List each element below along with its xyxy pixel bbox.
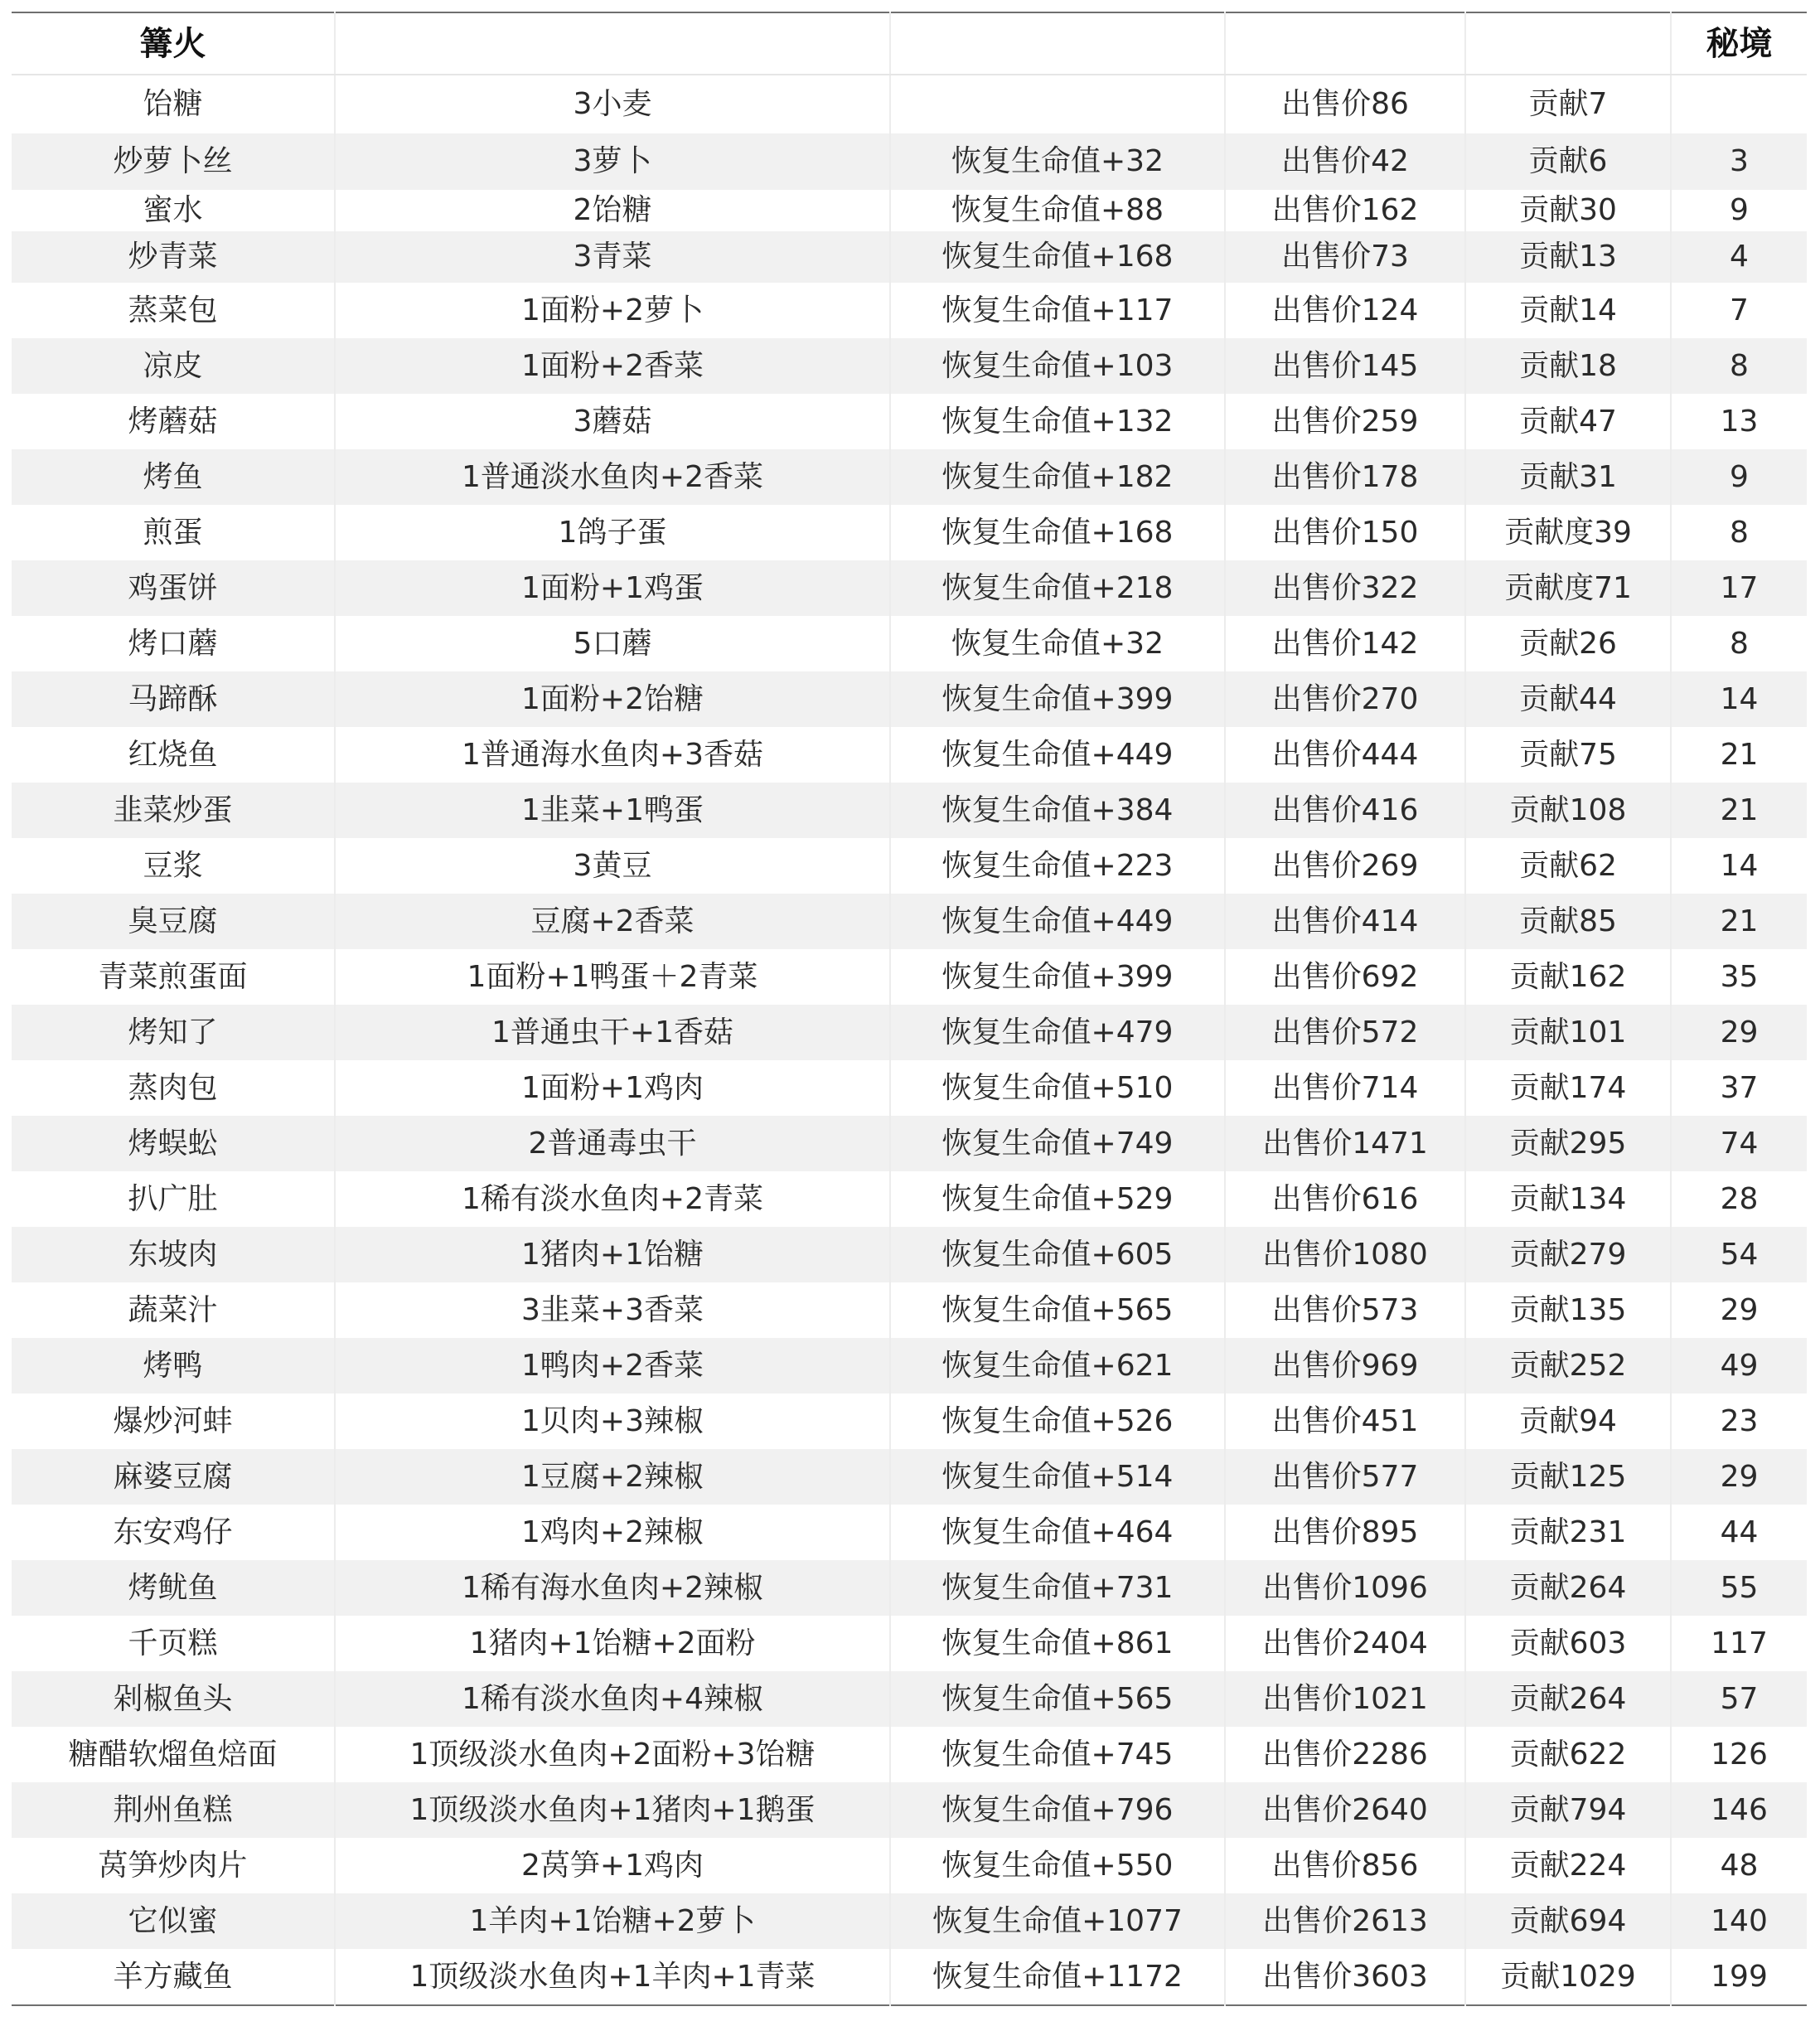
- price-cell: 出售价451: [1225, 1393, 1465, 1449]
- heal-cell: 恢复生命值+399: [890, 949, 1225, 1005]
- recipe-cell: 1顶级淡水鱼肉+1羊肉+1青菜: [335, 1949, 890, 2005]
- secret-realm-cell: 29: [1671, 1282, 1807, 1338]
- table-row: [12, 894, 1807, 949]
- table-row: [12, 449, 1807, 505]
- contribution-cell: 贡献264: [1465, 1671, 1671, 1727]
- heal-cell: 恢复生命值+1172: [890, 1949, 1225, 2005]
- contribution-cell: 贡献1029: [1465, 1949, 1671, 2005]
- price-cell: 出售价416: [1225, 783, 1465, 838]
- table-row: [12, 394, 1807, 449]
- heal-cell: 恢复生命值+605: [890, 1227, 1225, 1282]
- dish-name-cell: 烤蜈蚣: [12, 1116, 335, 1171]
- contribution-cell: 贡献13: [1465, 231, 1671, 283]
- contribution-cell: 贡献62: [1465, 838, 1671, 894]
- table-row: [12, 1282, 1807, 1338]
- contribution-cell: 贡献162: [1465, 949, 1671, 1005]
- price-cell: 出售价1021: [1225, 1671, 1465, 1727]
- dish-name-cell: 蒸菜包: [12, 283, 335, 338]
- price-cell: 出售价856: [1225, 1838, 1465, 1893]
- secret-realm-cell: 117: [1671, 1616, 1807, 1671]
- price-cell: 出售价322: [1225, 560, 1465, 616]
- dish-name-cell: 麻婆豆腐: [12, 1449, 335, 1505]
- contribution-cell: 贡献134: [1465, 1171, 1671, 1227]
- heal-cell: 恢复生命值+449: [890, 894, 1225, 949]
- heal-cell: 恢复生命值+479: [890, 1005, 1225, 1060]
- price-cell: 出售价969: [1225, 1338, 1465, 1393]
- dish-name-cell: 东坡肉: [12, 1227, 335, 1282]
- price-cell: 出售价572: [1225, 1005, 1465, 1060]
- recipe-cell: 3韭菜+3香菜: [335, 1282, 890, 1338]
- secret-realm-cell: 13: [1671, 394, 1807, 449]
- contribution-cell: 贡献108: [1465, 783, 1671, 838]
- contribution-cell: 贡献224: [1465, 1838, 1671, 1893]
- header-row: [12, 12, 1807, 75]
- dish-name-cell: 烤鱼: [12, 449, 335, 505]
- dish-name-cell: 羊方藏鱼: [12, 1949, 335, 2005]
- dish-name-cell: 莴笋炒肉片: [12, 1838, 335, 1893]
- recipe-cell: 3蘑菇: [335, 394, 890, 449]
- price-cell: 出售价162: [1225, 190, 1465, 231]
- recipe-cell: 1普通淡水鱼肉+2香菜: [335, 449, 890, 505]
- table-row: [12, 1616, 1807, 1671]
- price-cell: 出售价269: [1225, 838, 1465, 894]
- heal-cell: 恢复生命值+529: [890, 1171, 1225, 1227]
- secret-realm-cell: 49: [1671, 1338, 1807, 1393]
- contribution-cell: 贡献125: [1465, 1449, 1671, 1505]
- price-cell: 出售价145: [1225, 338, 1465, 394]
- price-cell: 出售价1471: [1225, 1116, 1465, 1171]
- heal-cell: 恢复生命值+88: [890, 190, 1225, 231]
- dish-name-cell: 千页糕: [12, 1616, 335, 1671]
- heal-cell: 恢复生命值+526: [890, 1393, 1225, 1449]
- heal-cell: 恢复生命值+168: [890, 505, 1225, 560]
- heal-cell: 恢复生命值+749: [890, 1116, 1225, 1171]
- secret-realm-cell: 74: [1671, 1116, 1807, 1171]
- heal-cell: 恢复生命值+565: [890, 1671, 1225, 1727]
- recipe-cell: 1豆腐+2辣椒: [335, 1449, 890, 1505]
- contribution-cell: 贡献295: [1465, 1116, 1671, 1171]
- contribution-cell: 贡献26: [1465, 616, 1671, 671]
- recipe-cell: 1稀有淡水鱼肉+2青菜: [335, 1171, 890, 1227]
- contribution-cell: 贡献252: [1465, 1338, 1671, 1393]
- dish-name-cell: 凉皮: [12, 338, 335, 394]
- heal-cell: 恢复生命值+132: [890, 394, 1225, 449]
- heal-cell: 恢复生命值+168: [890, 231, 1225, 283]
- recipe-cell: 1顶级淡水鱼肉+2面粉+3饴糖: [335, 1727, 890, 1782]
- secret-realm-cell: 199: [1671, 1949, 1807, 2005]
- contribution-cell: 贡献279: [1465, 1227, 1671, 1282]
- price-cell: 出售价714: [1225, 1060, 1465, 1116]
- secret-realm-cell: 8: [1671, 505, 1807, 560]
- table-row: [12, 783, 1807, 838]
- secret-realm-cell: 126: [1671, 1727, 1807, 1782]
- secret-realm-cell: 57: [1671, 1671, 1807, 1727]
- recipe-cell: 3萝卜: [335, 133, 890, 190]
- dish-name-cell: 荆州鱼糕: [12, 1782, 335, 1838]
- heal-cell: 恢复生命值+731: [890, 1560, 1225, 1616]
- price-cell: 出售价2404: [1225, 1616, 1465, 1671]
- secret-realm-cell: 9: [1671, 190, 1807, 231]
- table-row: [12, 1227, 1807, 1282]
- contribution-cell: 贡献30: [1465, 190, 1671, 231]
- header-campfire: 篝火: [12, 12, 335, 75]
- recipe-cell: 1猪肉+1饴糖+2面粉: [335, 1616, 890, 1671]
- table-row: [12, 1893, 1807, 1949]
- header-price: [1225, 12, 1465, 75]
- header-recipe: [335, 12, 890, 75]
- recipe-table: [12, 12, 1807, 2006]
- recipe-cell: 1普通海水鱼肉+3香菇: [335, 727, 890, 783]
- contribution-cell: 贡献18: [1465, 338, 1671, 394]
- secret-realm-cell: 28: [1671, 1171, 1807, 1227]
- table-row: [12, 1338, 1807, 1393]
- recipe-cell: 2饴糖: [335, 190, 890, 231]
- price-cell: 出售价444: [1225, 727, 1465, 783]
- dish-name-cell: 爆炒河蚌: [12, 1393, 335, 1449]
- recipe-cell: 1贝肉+3辣椒: [335, 1393, 890, 1449]
- dish-name-cell: 炒青菜: [12, 231, 335, 283]
- recipe-cell: 3黄豆: [335, 838, 890, 894]
- price-cell: 出售价142: [1225, 616, 1465, 671]
- price-cell: 出售价3603: [1225, 1949, 1465, 2005]
- secret-realm-cell: 44: [1671, 1505, 1807, 1560]
- dish-name-cell: 东安鸡仔: [12, 1505, 335, 1560]
- secret-realm-cell: 35: [1671, 949, 1807, 1005]
- recipe-cell: 1鸡肉+2辣椒: [335, 1505, 890, 1560]
- dish-name-cell: 烤蘑菇: [12, 394, 335, 449]
- secret-realm-cell: 146: [1671, 1782, 1807, 1838]
- heal-cell: 恢复生命值+861: [890, 1616, 1225, 1671]
- table-row: [12, 949, 1807, 1005]
- table-row: [12, 231, 1807, 283]
- recipe-cell: 1面粉+2香菜: [335, 338, 890, 394]
- table-body: [12, 75, 1807, 2005]
- heal-cell: 恢复生命值+32: [890, 616, 1225, 671]
- dish-name-cell: 蜜水: [12, 190, 335, 231]
- recipe-cell: 1顶级淡水鱼肉+1猪肉+1鹅蛋: [335, 1782, 890, 1838]
- table-row: [12, 1005, 1807, 1060]
- recipe-cell: 1面粉+1鸡肉: [335, 1060, 890, 1116]
- price-cell: 出售价895: [1225, 1505, 1465, 1560]
- secret-realm-cell: 21: [1671, 894, 1807, 949]
- dish-name-cell: 糖醋软熘鱼焙面: [12, 1727, 335, 1782]
- heal-cell: 恢复生命值+117: [890, 283, 1225, 338]
- table-row: [12, 1727, 1807, 1782]
- recipe-cell: 1羊肉+1饴糖+2萝卜: [335, 1893, 890, 1949]
- contribution-cell: 贡献47: [1465, 394, 1671, 449]
- dish-name-cell: 扒广肚: [12, 1171, 335, 1227]
- heal-cell: 恢复生命值+218: [890, 560, 1225, 616]
- dish-name-cell: 炒萝卜丝: [12, 133, 335, 190]
- heal-cell: 恢复生命值+223: [890, 838, 1225, 894]
- dish-name-cell: 马蹄酥: [12, 671, 335, 727]
- price-cell: 出售价1080: [1225, 1227, 1465, 1282]
- contribution-cell: 贡献31: [1465, 449, 1671, 505]
- contribution-cell: 贡献694: [1465, 1893, 1671, 1949]
- dish-name-cell: 剁椒鱼头: [12, 1671, 335, 1727]
- contribution-cell: 贡献135: [1465, 1282, 1671, 1338]
- heal-cell: 恢复生命值+103: [890, 338, 1225, 394]
- secret-realm-cell: 9: [1671, 449, 1807, 505]
- recipe-cell: 3青菜: [335, 231, 890, 283]
- table-row: [12, 75, 1807, 133]
- recipe-cell: 1鸽子蛋: [335, 505, 890, 560]
- dish-name-cell: 豆浆: [12, 838, 335, 894]
- secret-realm-cell: 23: [1671, 1393, 1807, 1449]
- recipe-cell: 1猪肉+1饴糖: [335, 1227, 890, 1282]
- secret-realm-cell: 54: [1671, 1227, 1807, 1282]
- heal-cell: 恢复生命值+550: [890, 1838, 1225, 1893]
- table-row: [12, 1060, 1807, 1116]
- heal-cell: 恢复生命值+1077: [890, 1893, 1225, 1949]
- price-cell: 出售价73: [1225, 231, 1465, 283]
- contribution-cell: 贡献度71: [1465, 560, 1671, 616]
- price-cell: 出售价86: [1225, 75, 1465, 133]
- secret-realm-cell: [1671, 75, 1807, 133]
- heal-cell: 恢复生命值+565: [890, 1282, 1225, 1338]
- table-row: [12, 1671, 1807, 1727]
- heal-cell: 恢复生命值+514: [890, 1449, 1225, 1505]
- secret-realm-cell: 8: [1671, 616, 1807, 671]
- price-cell: 出售价692: [1225, 949, 1465, 1005]
- recipe-cell: 1韭菜+1鸭蛋: [335, 783, 890, 838]
- price-cell: 出售价616: [1225, 1171, 1465, 1227]
- dish-name-cell: 青菜煎蛋面: [12, 949, 335, 1005]
- contribution-cell: 贡献85: [1465, 894, 1671, 949]
- recipe-cell: 2普通毒虫干: [335, 1116, 890, 1171]
- table-row: [12, 1171, 1807, 1227]
- price-cell: 出售价2640: [1225, 1782, 1465, 1838]
- secret-realm-cell: 21: [1671, 727, 1807, 783]
- table-row: [12, 838, 1807, 894]
- contribution-cell: 贡献6: [1465, 133, 1671, 190]
- heal-cell: 恢复生命值+399: [890, 671, 1225, 727]
- header-secret-realm: 秘境: [1671, 12, 1807, 75]
- table-row: [12, 1560, 1807, 1616]
- contribution-cell: 贡献度39: [1465, 505, 1671, 560]
- heal-cell: 恢复生命值+449: [890, 727, 1225, 783]
- secret-realm-cell: 17: [1671, 560, 1807, 616]
- heal-cell: 恢复生命值+796: [890, 1782, 1225, 1838]
- table-row: [12, 1949, 1807, 2005]
- contribution-cell: 贡献603: [1465, 1616, 1671, 1671]
- contribution-cell: 贡献174: [1465, 1060, 1671, 1116]
- heal-cell: [890, 75, 1225, 133]
- price-cell: 出售价414: [1225, 894, 1465, 949]
- secret-realm-cell: 8: [1671, 338, 1807, 394]
- secret-realm-cell: 48: [1671, 1838, 1807, 1893]
- heal-cell: 恢复生命值+384: [890, 783, 1225, 838]
- dish-name-cell: 红烧鱼: [12, 727, 335, 783]
- header-heal: [890, 12, 1225, 75]
- price-cell: 出售价270: [1225, 671, 1465, 727]
- contribution-cell: 贡献94: [1465, 1393, 1671, 1449]
- recipe-cell: 2莴笋+1鸡肉: [335, 1838, 890, 1893]
- recipe-cell: 1面粉+1鸭蛋＋2青菜: [335, 949, 890, 1005]
- contribution-cell: 贡献231: [1465, 1505, 1671, 1560]
- table-row: [12, 1449, 1807, 1505]
- table-row: [12, 1505, 1807, 1560]
- table-row: [12, 616, 1807, 671]
- recipe-cell: 1面粉+1鸡蛋: [335, 560, 890, 616]
- contribution-cell: 贡献264: [1465, 1560, 1671, 1616]
- recipe-cell: 3小麦: [335, 75, 890, 133]
- table-row: [12, 727, 1807, 783]
- price-cell: 出售价2286: [1225, 1727, 1465, 1782]
- price-cell: 出售价2613: [1225, 1893, 1465, 1949]
- contribution-cell: 贡献44: [1465, 671, 1671, 727]
- recipe-cell: 1面粉+2萝卜: [335, 283, 890, 338]
- contribution-cell: 贡献794: [1465, 1782, 1671, 1838]
- heal-cell: 恢复生命值+182: [890, 449, 1225, 505]
- price-cell: 出售价150: [1225, 505, 1465, 560]
- table-row: [12, 505, 1807, 560]
- table-row: [12, 1782, 1807, 1838]
- price-cell: 出售价1096: [1225, 1560, 1465, 1616]
- dish-name-cell: 蒸肉包: [12, 1060, 335, 1116]
- dish-name-cell: 烤鸭: [12, 1338, 335, 1393]
- secret-realm-cell: 14: [1671, 838, 1807, 894]
- price-cell: 出售价573: [1225, 1282, 1465, 1338]
- contribution-cell: 贡献7: [1465, 75, 1671, 133]
- table-row: [12, 560, 1807, 616]
- secret-realm-cell: 140: [1671, 1893, 1807, 1949]
- price-cell: 出售价42: [1225, 133, 1465, 190]
- secret-realm-cell: 14: [1671, 671, 1807, 727]
- table-row: [12, 338, 1807, 394]
- secret-realm-cell: 37: [1671, 1060, 1807, 1116]
- table-row: [12, 133, 1807, 190]
- table-row: [12, 190, 1807, 231]
- secret-realm-cell: 55: [1671, 1560, 1807, 1616]
- contribution-cell: 贡献14: [1465, 283, 1671, 338]
- secret-realm-cell: 7: [1671, 283, 1807, 338]
- dish-name-cell: 韭菜炒蛋: [12, 783, 335, 838]
- secret-realm-cell: 29: [1671, 1005, 1807, 1060]
- recipe-cell: 豆腐+2香菜: [335, 894, 890, 949]
- price-cell: 出售价577: [1225, 1449, 1465, 1505]
- contribution-cell: 贡献622: [1465, 1727, 1671, 1782]
- recipe-cell: 1稀有海水鱼肉+2辣椒: [335, 1560, 890, 1616]
- dish-name-cell: 鸡蛋饼: [12, 560, 335, 616]
- table-row: [12, 671, 1807, 727]
- price-cell: 出售价124: [1225, 283, 1465, 338]
- header-contribution: [1465, 12, 1671, 75]
- recipe-cell: 1鸭肉+2香菜: [335, 1338, 890, 1393]
- recipe-cell: 5口蘑: [335, 616, 890, 671]
- heal-cell: 恢复生命值+464: [890, 1505, 1225, 1560]
- price-cell: 出售价259: [1225, 394, 1465, 449]
- dish-name-cell: 烤口蘑: [12, 616, 335, 671]
- dish-name-cell: 饴糖: [12, 75, 335, 133]
- recipe-cell: 1面粉+2饴糖: [335, 671, 890, 727]
- heal-cell: 恢复生命值+621: [890, 1338, 1225, 1393]
- dish-name-cell: 烤鱿鱼: [12, 1560, 335, 1616]
- recipe-cell: 1稀有淡水鱼肉+4辣椒: [335, 1671, 890, 1727]
- heal-cell: 恢复生命值+745: [890, 1727, 1225, 1782]
- table-row: [12, 283, 1807, 338]
- secret-realm-cell: 29: [1671, 1449, 1807, 1505]
- dish-name-cell: 它似蜜: [12, 1893, 335, 1949]
- secret-realm-cell: 4: [1671, 231, 1807, 283]
- secret-realm-cell: 3: [1671, 133, 1807, 190]
- dish-name-cell: 臭豆腐: [12, 894, 335, 949]
- dish-name-cell: 煎蛋: [12, 505, 335, 560]
- secret-realm-cell: 21: [1671, 783, 1807, 838]
- table-row: [12, 1116, 1807, 1171]
- dish-name-cell: 蔬菜汁: [12, 1282, 335, 1338]
- dish-name-cell: 烤知了: [12, 1005, 335, 1060]
- contribution-cell: 贡献101: [1465, 1005, 1671, 1060]
- heal-cell: 恢复生命值+510: [890, 1060, 1225, 1116]
- table-row: [12, 1838, 1807, 1893]
- price-cell: 出售价178: [1225, 449, 1465, 505]
- heal-cell: 恢复生命值+32: [890, 133, 1225, 190]
- contribution-cell: 贡献75: [1465, 727, 1671, 783]
- recipe-cell: 1普通虫干+1香菇: [335, 1005, 890, 1060]
- table-row: [12, 1393, 1807, 1449]
